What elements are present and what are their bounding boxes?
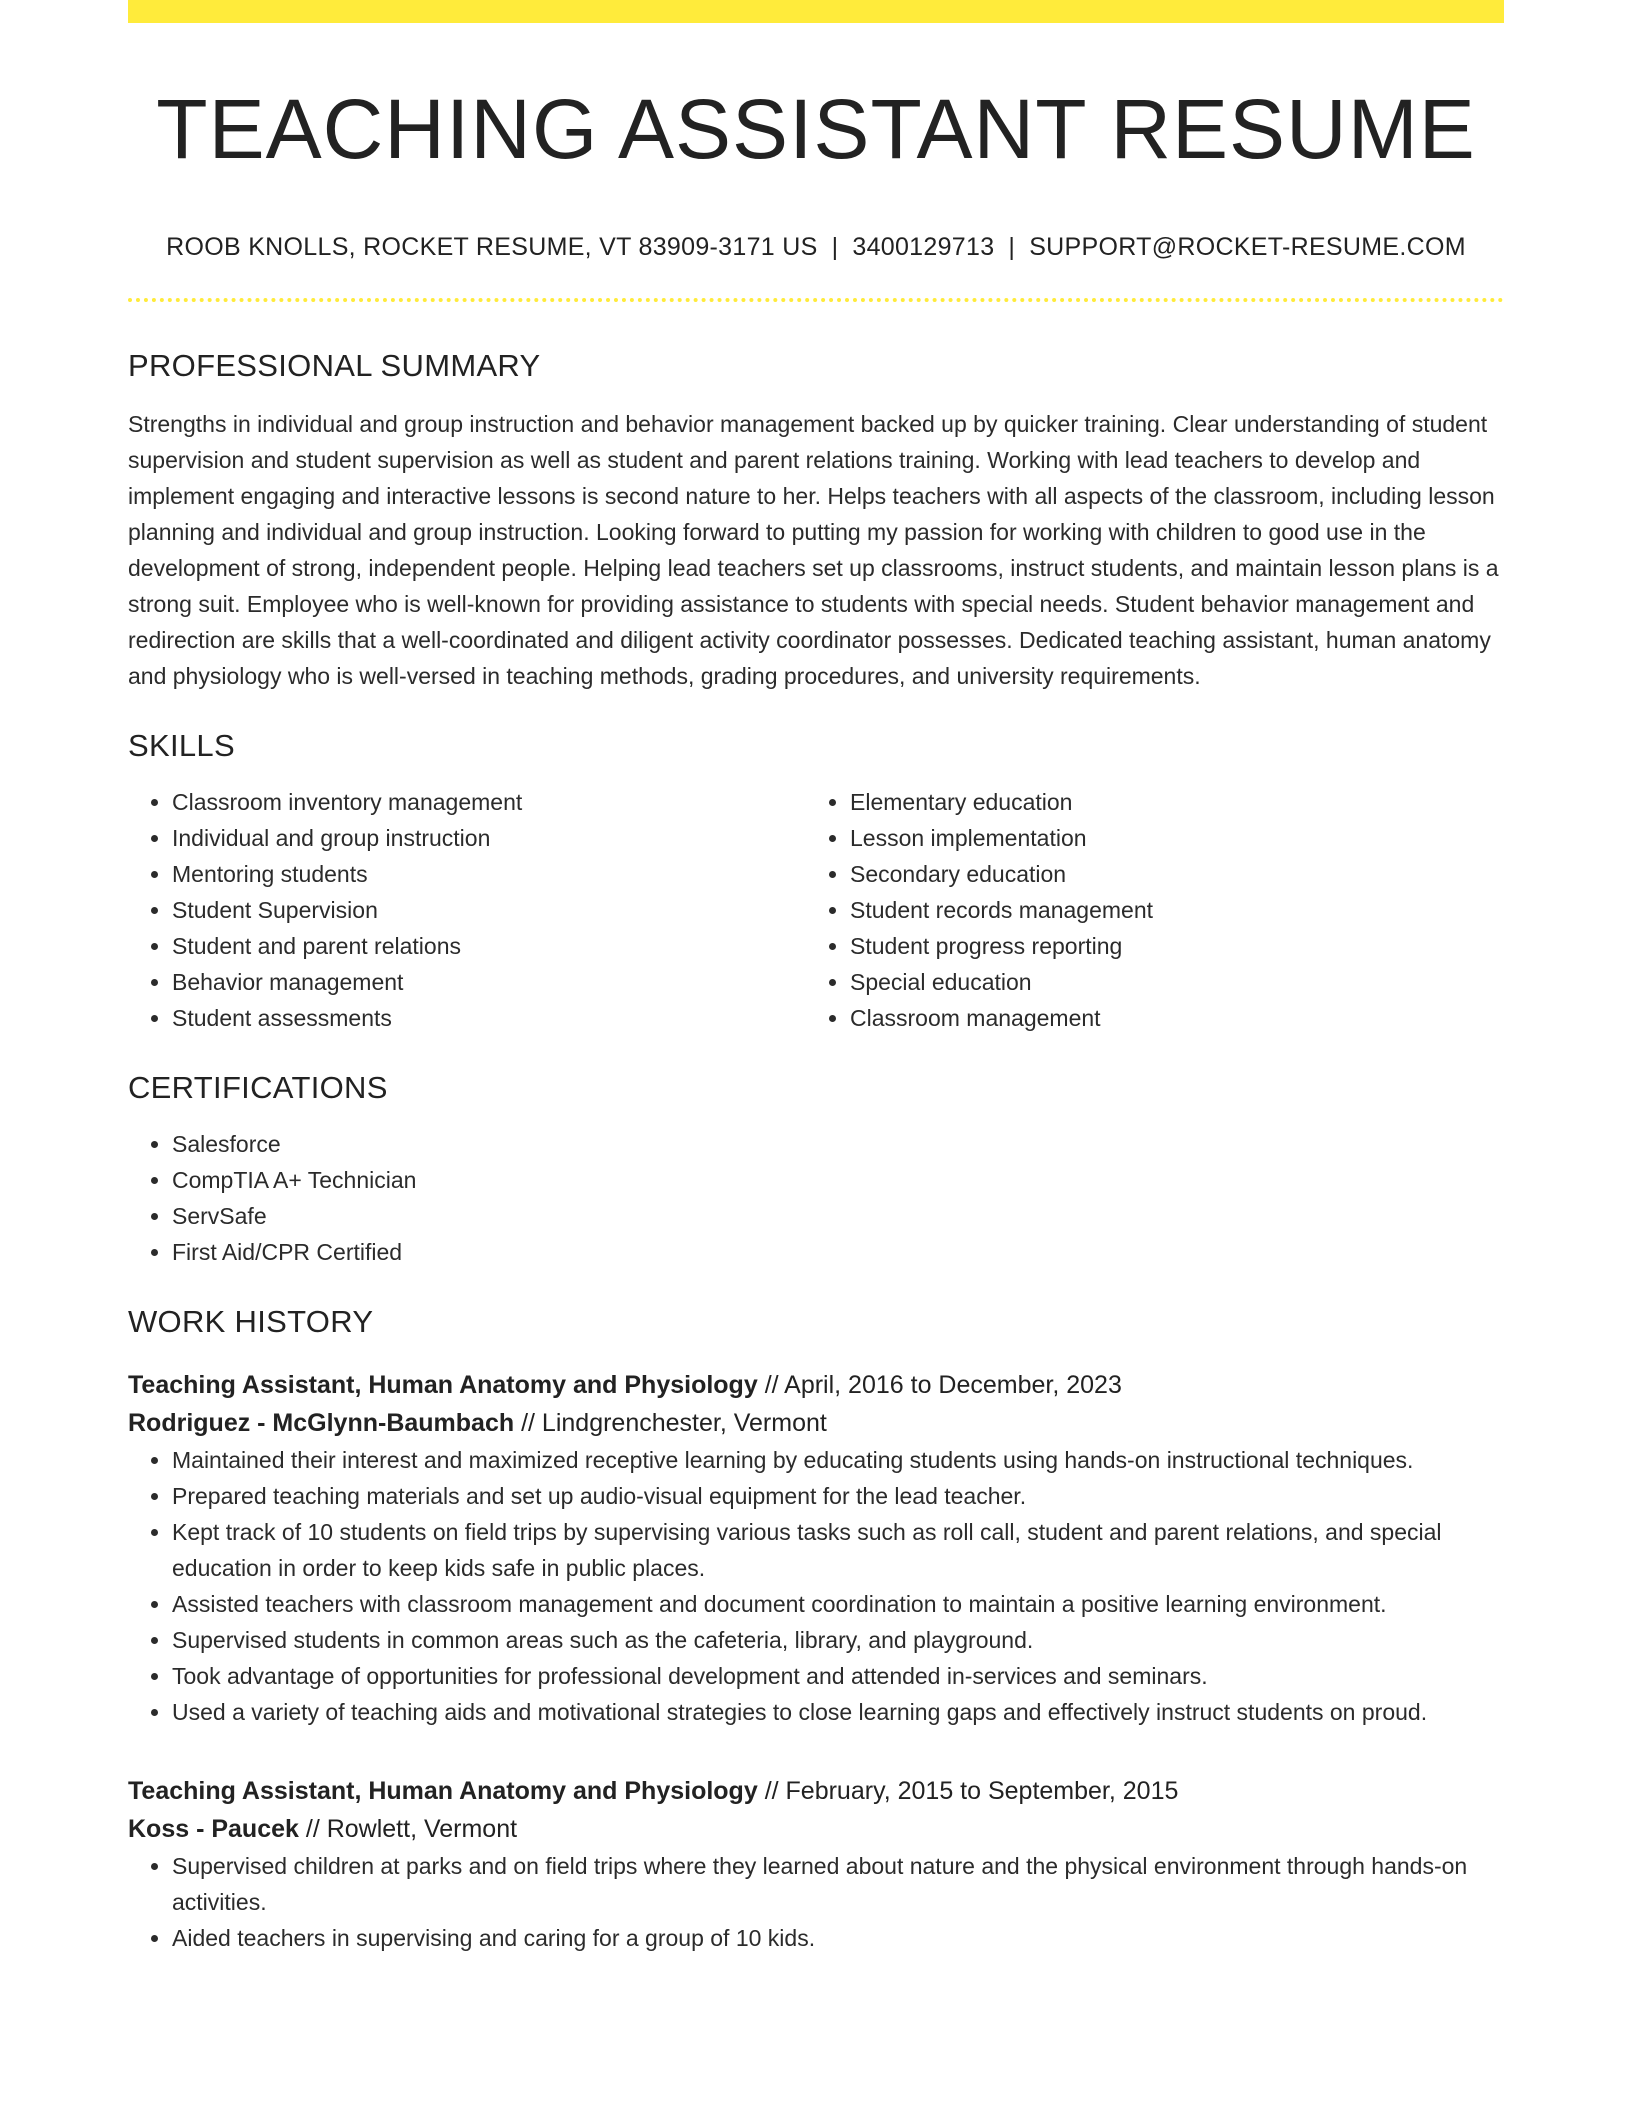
skill-item: • Secondary education [850, 856, 1484, 892]
job-location: // Lindgrenchester, Vermont [514, 1409, 827, 1438]
certification-item: • ServSafe [172, 1198, 1504, 1234]
job-bullet: • Aided teachers in supervising and caring for a group of 10 kids. [172, 1920, 1504, 1956]
job-bullet: • Took advantage of opportunities for professional development and attended in-services and seminars. [172, 1658, 1504, 1694]
job-bullet: • Supervised students in common areas such as the cafeteria, library, and playground. [172, 1622, 1504, 1658]
job-bullet: • Prepared teaching materials and set up audio-visual equipment for the lead teacher. [172, 1478, 1504, 1514]
skill-item: • Student Supervision [172, 892, 806, 928]
skill-item: • Individual and group instruction [172, 820, 806, 856]
skills-heading: SKILLS [128, 728, 235, 764]
job-entry [128, 1772, 1504, 1956]
skill-item: • Elementary education [850, 784, 1484, 820]
job-bullet: • Assisted teachers with classroom management and document coordination to maintain a positive learning environment. [172, 1586, 1504, 1622]
skills-column-right [806, 784, 1484, 1036]
contact-phone: 3400129713 [852, 233, 995, 262]
job-bullet: • Supervised children at parks and on field trips where they learned about nature and the physical environment through hands-on activities. [172, 1848, 1504, 1920]
certifications-list [128, 1126, 1504, 1270]
job-dates: // February, 2015 to September, 2015 [757, 1777, 1179, 1806]
contact-separator: | [831, 233, 839, 262]
certifications-heading: CERTIFICATIONS [128, 1070, 388, 1106]
top-accent-bar [128, 0, 1504, 23]
certification-item: • CompTIA A+ Technician [172, 1162, 1504, 1198]
skill-item: • Student and parent relations [172, 928, 806, 964]
skill-item: • Student progress reporting [850, 928, 1484, 964]
skill-item: • Student assessments [172, 1000, 806, 1036]
summary-text: Strengths in individual and group instruction and behavior management backed up by quicker training. Clear understanding of student supervision and student supervision as well as student and parent relations training. Working with lead teachers to develop and implement engaging and interactive lessons is second nature to her. Helps teachers with all aspects of the classroom, including lesson planning and individual and group instruction. Looking forward to putting my passion for working with children to good use in the development of strong, independent people. Helping lead teachers set up classrooms, instruct students, and maintain lesson plans is a strong suit. Employee who is well-known for providing assistance to students with special needs. Student behavior management and redirection are skills that a well-coordinated and diligent activity coordinator possesses. Dedicated teaching assistant, human anatomy and physiology who is well-versed in teaching methods, grading procedures, and university requirements. [128, 411, 1499, 690]
page-title: TEACHING ASSISTANT RESUME [156, 82, 1476, 176]
contact-separator: | [1008, 233, 1016, 262]
job-title-line [128, 1772, 1504, 1810]
skill-item: • Special education [850, 964, 1484, 1000]
job-company: Koss - Paucek [128, 1815, 299, 1844]
job-entry [128, 1366, 1504, 1730]
contact-email: SUPPORT@ROCKET-RESUME.COM [1029, 233, 1466, 262]
job-bullet: • Maintained their interest and maximized receptive learning by educating students using hands-on instructional techniques. [172, 1442, 1504, 1478]
dotted-divider [128, 298, 1504, 302]
job-location: // Rowlett, Vermont [298, 1815, 518, 1844]
skill-item: • Student records management [850, 892, 1484, 928]
skills-grid [128, 784, 1504, 1036]
skills-column-left [128, 784, 806, 1036]
job-bullet: • Used a variety of teaching aids and motivational strategies to close learning gaps and effectively instruct students on proud. [172, 1694, 1504, 1730]
job-title-line [128, 1366, 1504, 1404]
job-title: Teaching Assistant, Human Anatomy and Physiology [128, 1777, 758, 1806]
skill-item: • Lesson implementation [850, 820, 1484, 856]
contact-line [128, 233, 1504, 262]
job-dates: // April, 2016 to December, 2023 [757, 1371, 1122, 1400]
job-company: Rodriguez - McGlynn-Baumbach [128, 1409, 515, 1438]
job-bullets [128, 1848, 1504, 1956]
skills-list-right [806, 784, 1484, 1036]
job-title: Teaching Assistant, Human Anatomy and Physiology [128, 1371, 758, 1400]
contact-address: ROOB KNOLLS, ROCKET RESUME, VT 83909-3171 US [166, 233, 818, 262]
skill-item: • Behavior management [172, 964, 806, 1000]
skills-list-left [128, 784, 806, 1036]
job-company-line [128, 1404, 1504, 1442]
certification-item: • Salesforce [172, 1126, 1504, 1162]
work-history-heading: WORK HISTORY [128, 1304, 374, 1340]
skill-item: • Mentoring students [172, 856, 806, 892]
skill-item: • Classroom inventory management [172, 784, 806, 820]
job-company-line [128, 1810, 1504, 1848]
summary-heading: PROFESSIONAL SUMMARY [128, 348, 541, 384]
certification-item: • First Aid/CPR Certified [172, 1234, 1504, 1270]
job-bullet: • Kept track of 10 students on field trips by supervising various tasks such as roll call, student and parent relations, and special education in order to keep kids safe in public places. [172, 1514, 1504, 1586]
job-bullets [128, 1442, 1504, 1730]
certifications-block [128, 1126, 1504, 1270]
skill-item: • Classroom management [850, 1000, 1484, 1036]
resume-page [128, 0, 1504, 1956]
